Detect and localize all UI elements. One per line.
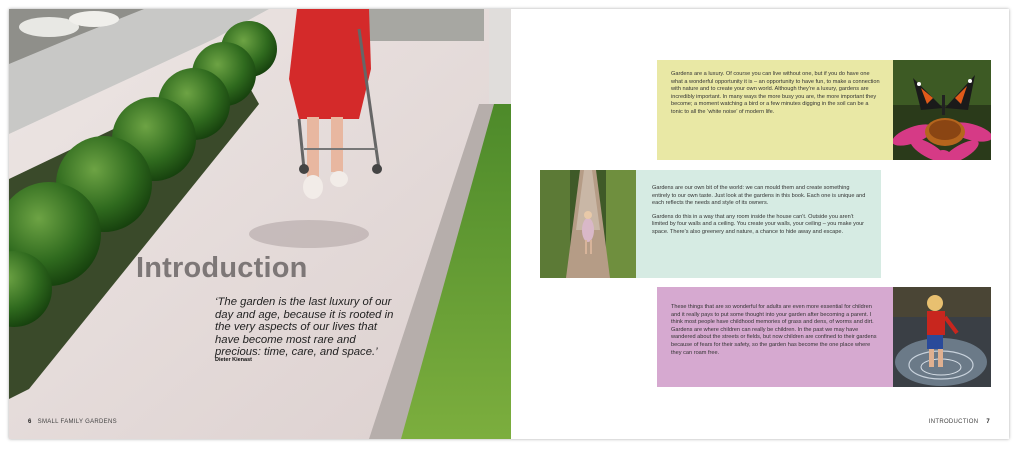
right-folio xyxy=(929,419,990,425)
epigraph-quote: ‘The garden is the last luxury of our day and age, because it is rooted in the very aspects of our lives that have become most rare and precious: time, care, and space.’ xyxy=(215,296,394,359)
right-page-number: 7 xyxy=(986,419,990,425)
garden-path-photo xyxy=(9,9,511,439)
text-box-yellow xyxy=(657,60,893,160)
box2-paragraph-1: Gardens are our own bit of the world: we can mould them and create something entirely to our own taste. Just look at the gardens in this book. Each one is unique and each reflects the needs and style of its owners. xyxy=(652,185,866,207)
text-box-lilac xyxy=(657,287,893,387)
left-running-title: SMALL FAMILY GARDENS xyxy=(37,419,117,425)
page-title: Introduction xyxy=(136,252,308,284)
child-puddle-photo xyxy=(893,287,991,387)
book-spread xyxy=(9,9,1009,439)
butterfly-flower-photo xyxy=(893,60,991,160)
box1-text: Gardens are a luxury. Of course you can live without one, but if you do have one what a wonderful opportunity it is – an opportunity to have fun, to make a connection with nature and to create your own world. Although they’re a luxury, gardens are incredibly important. In many ways the more busy you are, the more important they become; a moment watching a bird or a few minutes digging in the soil can be a tonic to all the ‘white noise’ of modern life. xyxy=(671,71,880,115)
box2-paragraph-2: Gardens do this in a way that any room inside the house can’t. Outside you aren’t limited by four walls and a ceiling. You create your walls, your ceiling – you make your space. There’s also greenery and nature, a chance to hide away and escape. xyxy=(652,213,865,235)
text-box-mint xyxy=(636,170,881,278)
left-folio xyxy=(28,419,117,425)
left-page xyxy=(9,9,511,439)
box3-text: These things that are so wonderful for adults are even more essential for children and it really pays to put some thought into your garden after becoming a parent. I think most people have childhood memories of grass and dens, of worms and dirt. Gardens are where children can really be children. In the past we may have wandered about the streets or fields, but now children are confined to their gardens because of fears for their safety, so the garden has become the one place where they can roam free. xyxy=(671,304,877,356)
left-page-number: 6 xyxy=(28,419,32,425)
right-page xyxy=(511,9,1009,439)
right-running-title: INTRODUCTION xyxy=(928,419,979,425)
quote-author: Dieter Kienast xyxy=(215,357,252,363)
child-garden-path-photo xyxy=(540,170,636,278)
